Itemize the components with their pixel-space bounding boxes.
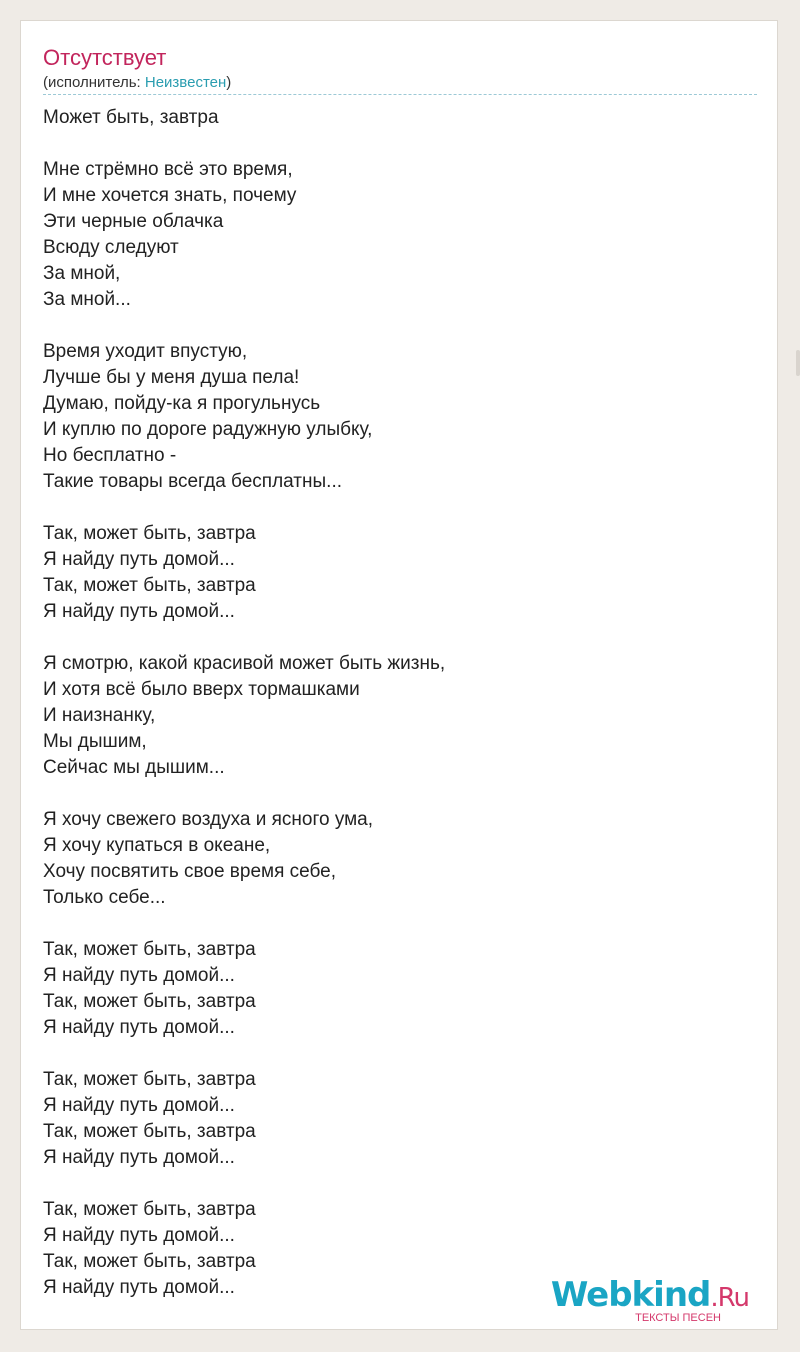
logo-main-text: Webkind [550,1275,711,1315]
lyric-line: Так, может быть, завтра [43,991,256,1012]
lyric-line: И мне хочется знать, почему [43,185,297,206]
lyric-line: Я найду путь домой... [43,549,235,570]
lyric-line [43,1041,445,1067]
scrollbar-thumb[interactable] [796,350,800,376]
lyric-line [43,1171,445,1197]
lyric-line: И куплю по дороге радужную улыбку, [43,419,373,440]
lyric-line: Я хочу свежего воздуха и ясного ума, [43,809,374,830]
lyric-line [43,911,445,937]
lyric-line [43,625,445,651]
lyric-line: Я найду путь домой... [43,1147,235,1168]
lyric-line: Так, может быть, завтра [43,1069,256,1090]
lyric-line: Такие товары всегда бесплатны... [43,471,342,492]
lyric-line: Мы дышим, [43,731,147,752]
scrollbar[interactable] [796,20,800,1320]
artist-prefix: (исполнитель: [43,74,145,91]
artist-link[interactable]: Неизвестен [144,74,227,91]
lyric-line: Я хочу купаться в океане, [43,835,271,856]
logo-tagline: ТЕКСТЫ ПЕСЕН [635,1312,721,1324]
lyric-line: Так, может быть, завтра [43,1251,256,1272]
lyrics-card [20,20,778,1330]
lyric-line [43,131,445,157]
lyric-line: Так, может быть, завтра [43,575,256,596]
logo-tld: .Ru [710,1283,749,1313]
lyric-line: Я найду путь домой... [43,601,235,622]
lyric-line: Я найду путь домой... [43,1277,235,1298]
lyric-line: Думаю, пойду-ка я прогульнусь [43,393,321,414]
lyric-line: Время уходит впустую, [43,341,248,362]
lyric-line: Так, может быть, завтра [43,1121,256,1142]
song-title: Отсутствует [43,45,167,70]
lyric-line: За мной... [43,289,131,310]
lyric-line [43,495,445,521]
lyric-line: Всюду следуют [43,237,179,258]
lyric-line: И хотя всё было вверх тормашками [43,679,360,700]
artist-line [43,73,231,93]
site-logo[interactable] [551,1277,749,1324]
artist-suffix: ) [226,74,232,91]
lyric-line: Я найду путь домой... [43,1095,235,1116]
lyric-line: Я найду путь домой... [43,1017,235,1038]
lyric-line: Лучше бы у меня душа пела! [43,367,300,388]
lyric-line: Так, может быть, завтра [43,939,256,960]
lyric-line: Только себе... [43,887,166,908]
logo-wordmark [551,1277,749,1316]
lyric-line: Мне стрёмно всё это время, [43,159,293,180]
lyric-line: И наизнанку, [43,705,156,726]
lyric-line: Сейчас мы дышим... [43,757,225,778]
lyric-line: Но бесплатно - [43,445,177,466]
lyric-line [43,781,445,807]
lyric-line: Эти черные облачка [43,211,224,232]
lyric-line: За мной, [43,263,121,284]
lyric-line: Хочу посвятить свое время себе, [43,861,337,882]
lyric-line: Я найду путь домой... [43,1225,235,1246]
title-divider [43,94,757,95]
lyric-line: Может быть, завтра [43,107,219,128]
lyric-line: Я смотрю, какой красивой может быть жизнь, [43,653,446,674]
lyrics-text [43,105,445,1301]
lyric-line: Так, может быть, завтра [43,523,256,544]
lyric-line: Я найду путь домой... [43,965,235,986]
lyric-line: Так, может быть, завтра [43,1199,256,1220]
lyric-line [43,313,445,339]
